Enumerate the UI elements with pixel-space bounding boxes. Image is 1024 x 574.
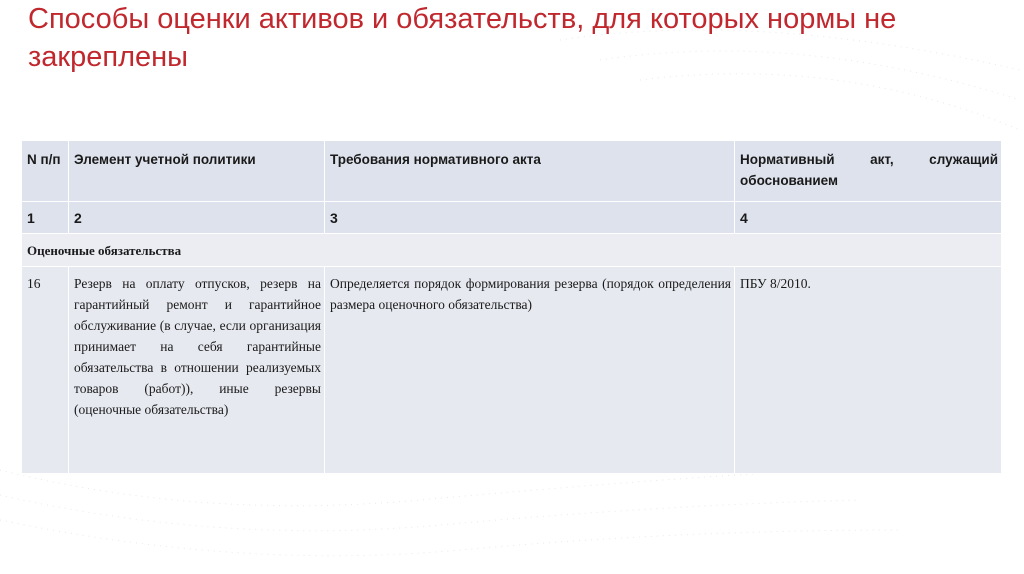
row-requirement: Определяется порядок формирования резерва (порядок определения размера оценочного обязательства) (325, 267, 735, 474)
column-number-2: 2 (69, 202, 325, 234)
section-row (22, 234, 1002, 267)
column-number-1: 1 (22, 202, 69, 234)
header-normative-act: Нормативный акт, служащий обоснованием (735, 141, 1002, 202)
table-header-row (22, 141, 1002, 202)
accounting-policy-table (21, 140, 1002, 474)
row-policy-element: Резерв на оплату отпусков, резерв на гарантийный ремонт и гарантийное обслуживание (в случае, если организация принимает на себя гарантийные обязательства в отношении реализуемых товаров (работ)), иные резервы (оценочные обязательства) (69, 267, 325, 474)
table-row (22, 267, 1002, 474)
header-policy-element: Элемент учетной политики (69, 141, 325, 202)
row-normative-act: ПБУ 8/2010. (735, 267, 1002, 474)
row-number: 16 (22, 267, 69, 474)
slide-title: Способы оценки активов и обязательств, для которых нормы не закреплены (28, 3, 897, 73)
column-number-4: 4 (735, 202, 1002, 234)
header-number: N п/п (22, 141, 69, 202)
header-requirements: Требования нормативного акта (325, 141, 735, 202)
column-number-3: 3 (325, 202, 735, 234)
column-number-row (22, 202, 1002, 234)
section-label: Оценочные обязательства (22, 234, 1002, 267)
